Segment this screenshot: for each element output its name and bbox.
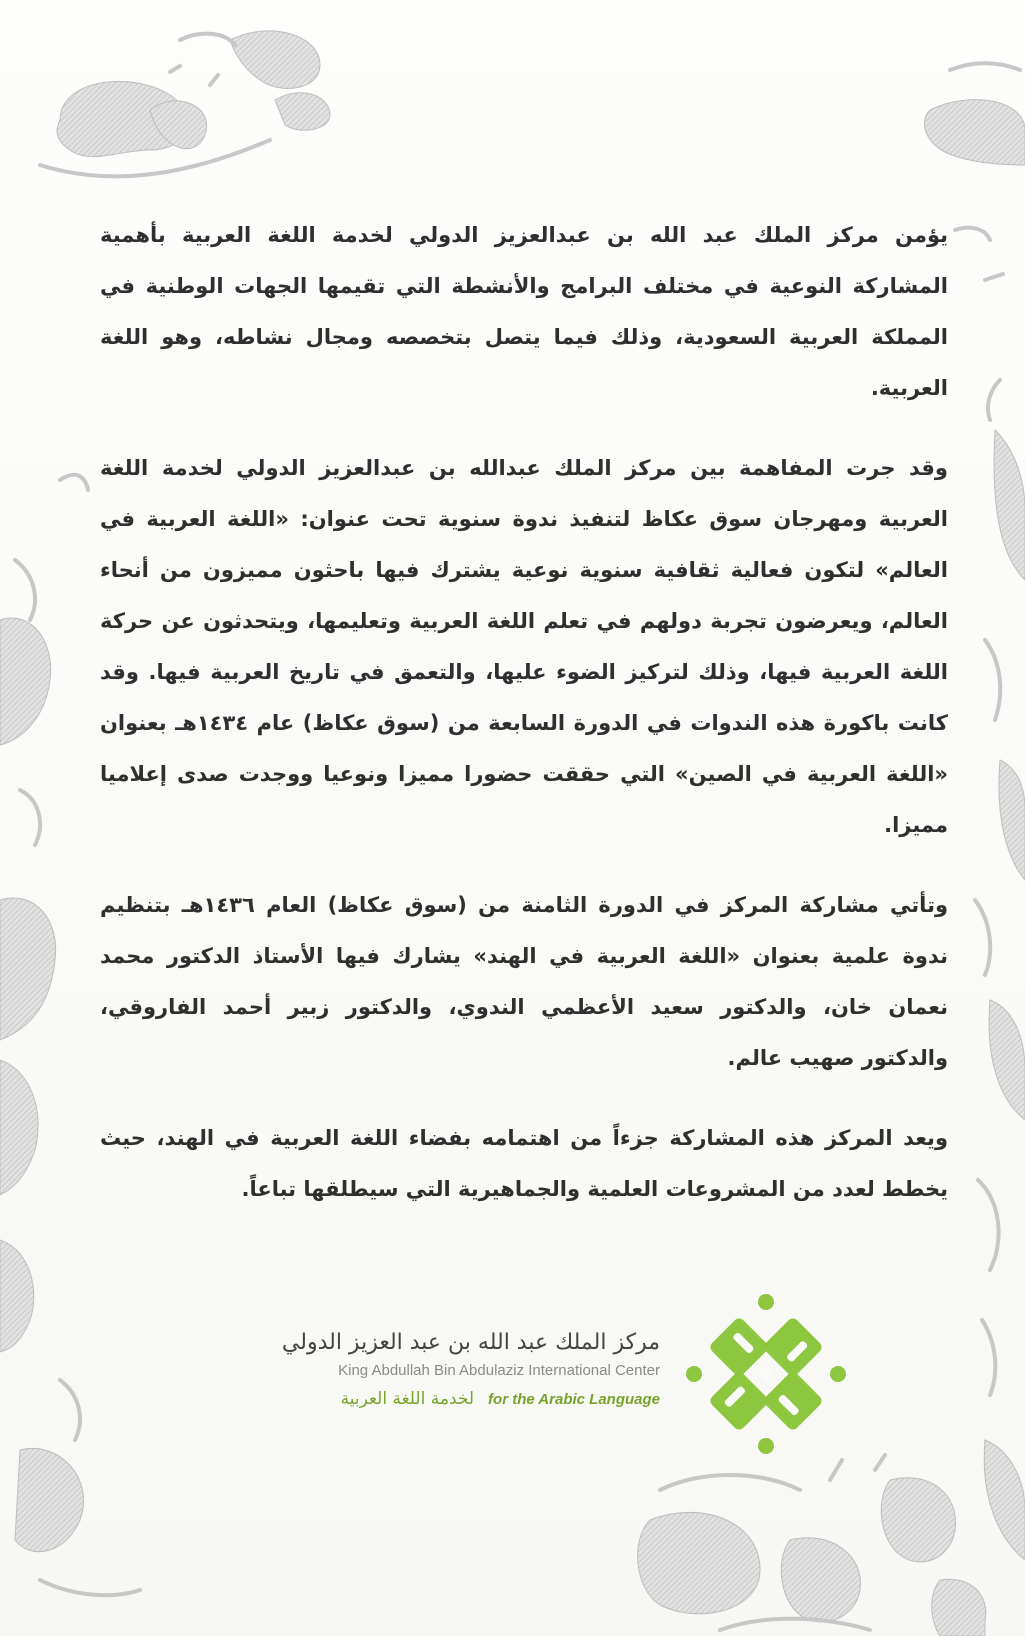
paragraph-participation: وتأتي مشاركة المركز في الدورة الثامنة من (سوق عكاظ) العام ١٤٣٦هـ بتنظيم ندوة علمية بعنوان «اللغة العربية في الهند» يشارك فيها الأستاذ الدكتور محمد نعمان خان، والدكتور سعيد الأعظمي الندوي، والدكتور زبير أحمد الفاروقي، والدكتور صهيب عالم. — [100, 893, 949, 1070]
main-text — [100, 210, 948, 1244]
arabic-calligraphy-knot-logo-icon — [682, 1290, 850, 1458]
logo-subtitle — [230, 1384, 660, 1415]
logo-name-english: King Abdullah Bin Abdulaziz International Center — [338, 1362, 660, 1379]
logo-text — [230, 1328, 660, 1415]
logo-name-arabic: مركز الملك عبد الله بن عبد العزيز الدولي — [281, 1330, 660, 1355]
logo-subtitle-english: for the Arabic Language — [488, 1391, 660, 1408]
paragraph-closing: ويعد المركز هذه المشاركة جزءاً من اهتمامه بفضاء اللغة العربية في الهند، حيث يخطط لعدد من المشروعات العلمية والجماهيرية التي سيطلقها تباعاً. — [100, 1126, 948, 1201]
logo-subtitle-arabic: لخدمة اللغة العربية — [340, 1389, 475, 1409]
paragraph-agreement: وقد جرت المفاهمة بين مركز الملك عبدالله بن عبدالعزيز الدولي لخدمة اللغة العربية ومهرجان سوق عكاظ لتنفيذ ندوة سنوية تحت عنوان: «اللغة العربية في العالم» لتكون فعالية ثقافية سنوية نوعية يشترك فيها باحثون مميزون من أنحاء العالم، ويعرضون تجربة دولهم في تعلم اللغة العربية وتعليمها، ويتحدثون عن حركة اللغة العربية فيها، وذلك لتركيز الضوء عليها، والتعمق في تاريخ العربية فيها. وقد كانت باكورة هذه الندوات في الدورة السابعة من (سوق عكاظ) عام ١٤٣٤هـ بعنوان «اللغة العربية في الصين» التي حققت حضورا مميزا ونوعيا ووجدت صدى إعلاميا مميزا. — [100, 456, 948, 837]
center-logo — [230, 1290, 850, 1470]
paragraph-intro: يؤمن مركز الملك عبد الله بن عبدالعزيز الدولي لخدمة اللغة العربية بأهمية المشاركة النوعية في مختلف البرامج والأنشطة التي تقيمها الجهات الوطنية في المملكة العربية السعودية، وذلك فيما يتصل بتخصصه ومجال نشاطه، وهو اللغة العربية. — [100, 223, 948, 400]
